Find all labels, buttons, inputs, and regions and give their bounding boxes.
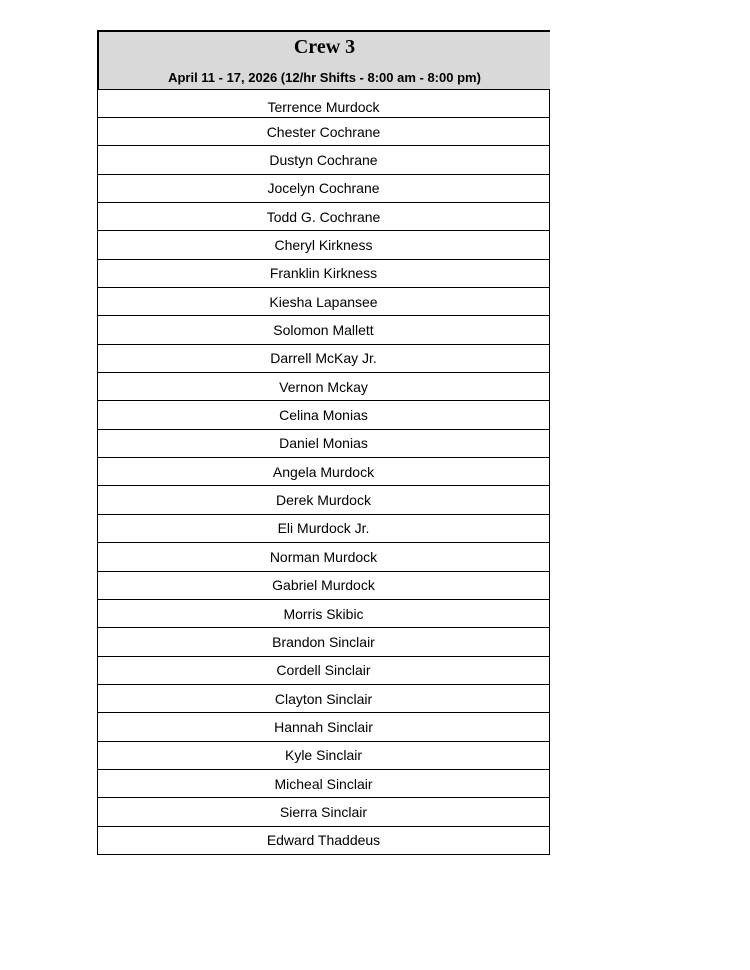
crew-member-row: Hannah Sinclair bbox=[98, 713, 549, 741]
crew-member-row: Angela Murdock bbox=[98, 458, 549, 486]
crew-member-row: Edward Thaddeus bbox=[98, 827, 549, 855]
crew-member-row: Cheryl Kirkness bbox=[98, 231, 549, 259]
crew-member-row: Solomon Mallett bbox=[98, 316, 549, 344]
crew-member-row: Vernon Mckay bbox=[98, 373, 549, 401]
crew-member-row: Franklin Kirkness bbox=[98, 260, 549, 288]
crew-member-row: Jocelyn Cochrane bbox=[98, 175, 549, 203]
roster-header bbox=[97, 30, 550, 89]
crew-member-list bbox=[97, 89, 550, 855]
crew-member-row: Dustyn Cochrane bbox=[98, 146, 549, 174]
crew-member-row: Norman Murdock bbox=[98, 543, 549, 571]
crew-member-row: Kyle Sinclair bbox=[98, 742, 549, 770]
crew-member-row: Derek Murdock bbox=[98, 486, 549, 514]
crew-title: Crew 3 bbox=[293, 36, 356, 58]
crew-member-row: Todd G. Cochrane bbox=[98, 203, 549, 231]
crew-member-row: Kiesha Lapansee bbox=[98, 288, 549, 316]
crew-member-row: Morris Skibic bbox=[98, 600, 549, 628]
crew-member-row: Eli Murdock Jr. bbox=[98, 515, 549, 543]
crew-member-row: Chester Cochrane bbox=[98, 118, 549, 146]
crew-member-row: Daniel Monias bbox=[98, 430, 549, 458]
shift-date-range: April 11 - 17, 2026 (12/hr Shifts - 8:00 am - 8:00 pm) bbox=[168, 70, 481, 85]
crew-member-row: Micheal Sinclair bbox=[98, 770, 549, 798]
crew-roster-table bbox=[97, 30, 550, 855]
crew-member-row: Clayton Sinclair bbox=[98, 685, 549, 713]
crew-member-row: Celina Monias bbox=[98, 401, 549, 429]
crew-member-row: Sierra Sinclair bbox=[98, 798, 549, 826]
crew-member-row: Gabriel Murdock bbox=[98, 572, 549, 600]
crew-member-row: Brandon Sinclair bbox=[98, 628, 549, 656]
crew-member-row: Darrell McKay Jr. bbox=[98, 345, 549, 373]
crew-member-row: Cordell Sinclair bbox=[98, 657, 549, 685]
crew-member-row: Terrence Murdock bbox=[98, 90, 549, 118]
